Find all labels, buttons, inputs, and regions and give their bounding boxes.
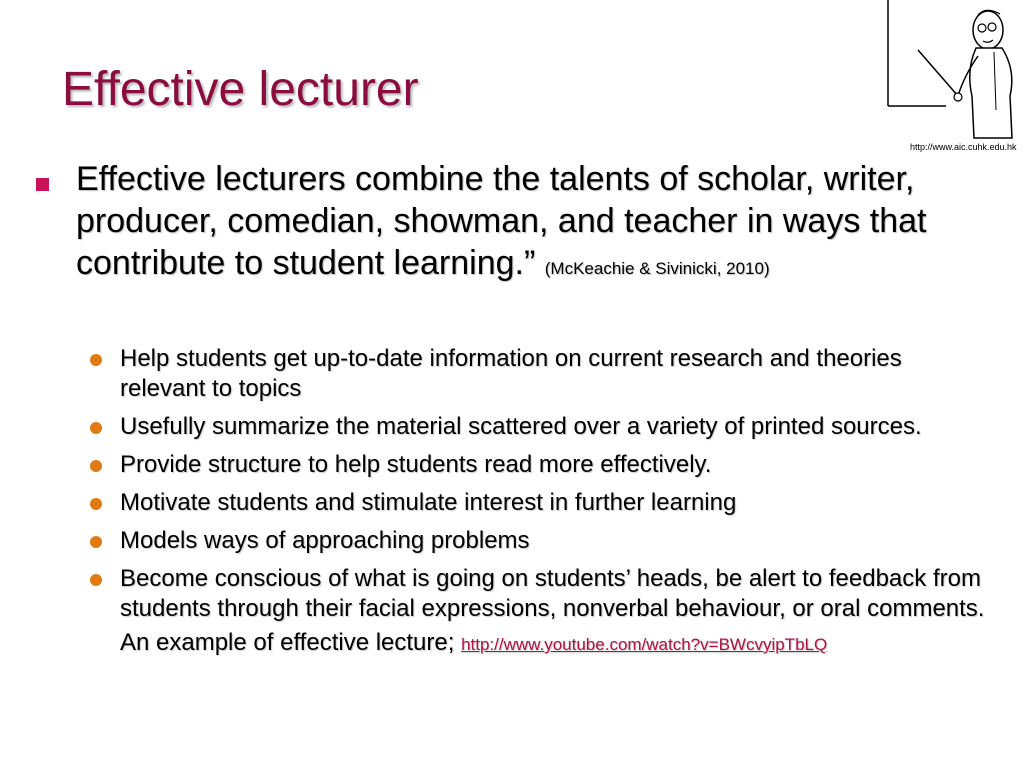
lecturer-with-pointer-icon (886, 0, 1020, 140)
list-item (90, 412, 990, 442)
dot-bullet-icon (90, 422, 102, 434)
list-item (90, 526, 990, 556)
main-bullet-citation: (McKeachie & Sivinicki, 2010) (544, 259, 770, 278)
sub-bullet-list (90, 344, 990, 660)
list-item-text: Become conscious of what is going on students’ heads, be alert to feedback from students through their facial expressions, nonverbal behaviour, or oral comments. (120, 565, 985, 622)
list-item-text: Models ways of approaching problems (120, 527, 530, 554)
dot-bullet-icon (90, 354, 102, 366)
main-bullet-quote: Effective lecturers combine the talents of scholar, writer, producer, comedian, showman, and teacher in ways that contribute to student learning.” (76, 160, 927, 282)
list-item-text: Help students get up-to-date information on current research and theories relevant to topics (120, 345, 902, 402)
list-item (90, 450, 990, 480)
example-line (120, 628, 990, 660)
dot-bullet-icon (90, 536, 102, 548)
example-label: An example of effective lecture; (120, 629, 455, 656)
square-bullet-icon (36, 178, 49, 191)
main-bullet-text (76, 158, 986, 284)
main-bullet (36, 158, 986, 284)
clipart-credit: http://www.aic.cuhk.edu.hk (910, 142, 1017, 152)
list-item (90, 488, 990, 518)
list-item-text: Provide structure to help students read more effectively. (120, 451, 712, 478)
list-item-text: Motivate students and stimulate interest in further learning (120, 489, 737, 516)
example-video-link[interactable]: http://www.youtube.com/watch?v=BWcvyipTbLQ (461, 635, 828, 654)
dot-bullet-icon (90, 498, 102, 510)
slide-title: Effective lecturer (62, 63, 419, 116)
dot-bullet-icon (90, 574, 102, 586)
dot-bullet-icon (90, 460, 102, 472)
list-item-text: Usefully summarize the material scattered over a variety of printed sources. (120, 413, 922, 440)
list-item (90, 344, 990, 404)
list-item (90, 564, 990, 624)
